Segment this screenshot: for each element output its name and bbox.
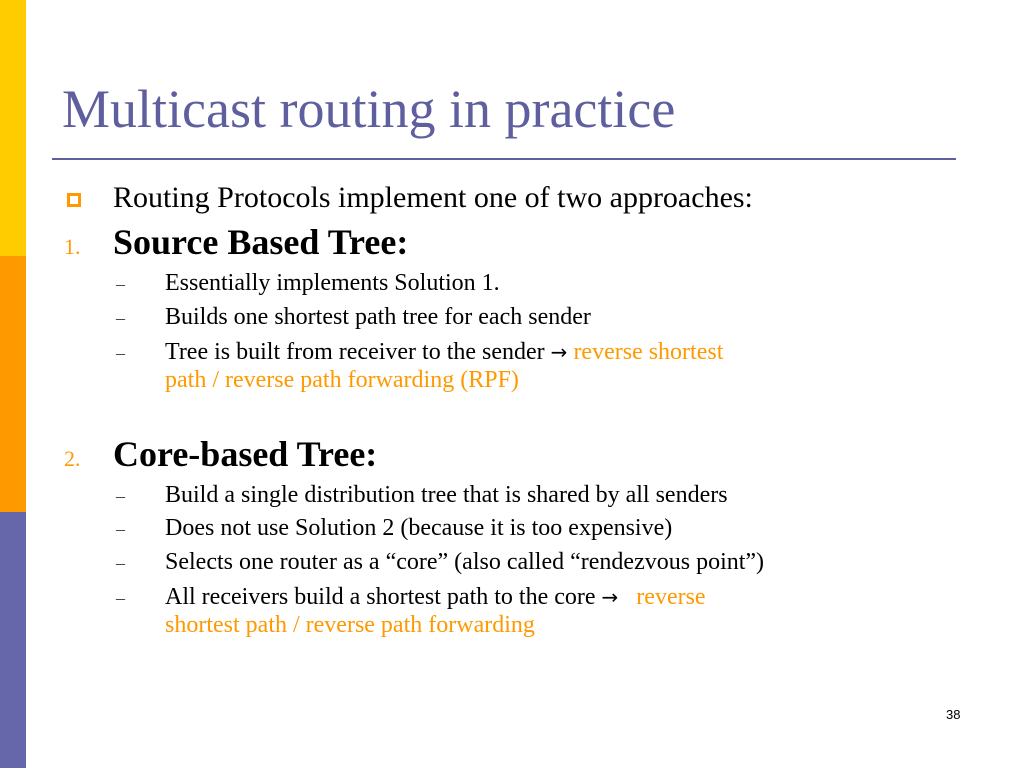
- section-2-item-4-text: All receivers build a shortest path to the core: [165, 584, 596, 610]
- dash-bullet: –: [116, 486, 125, 506]
- dash-bullet: –: [116, 588, 125, 608]
- section-2-item-3: Selects one router as a “core” (also called “rendezvous point”): [165, 549, 765, 575]
- dash-bullet: –: [116, 274, 125, 294]
- sidebar-band-orange: [0, 256, 26, 512]
- decorative-sidebar: [0, 0, 26, 768]
- dash-bullet: –: [116, 519, 125, 539]
- section-1-item-3: [165, 340, 723, 364]
- slide-title: Multicast routing in practice: [62, 79, 676, 139]
- section-2-item-4-highlight-cont: shortest path / reverse path forwarding: [165, 612, 535, 638]
- dash-bullet: –: [116, 553, 125, 573]
- intro-text: Routing Protocols implement one of two approaches:: [113, 181, 753, 214]
- section-1-heading: Source Based Tree:: [113, 222, 409, 262]
- sidebar-band-yellow: [0, 0, 26, 256]
- section-1-item-3-text: Tree is built from receiver to the sender: [165, 339, 545, 365]
- sidebar-band-purple: [0, 512, 26, 768]
- dash-bullet: –: [116, 343, 125, 363]
- section-1-item-3-highlight: reverse shortest: [573, 339, 724, 365]
- right-arrow-icon: →: [550, 340, 568, 364]
- section-2-heading: Core-based Tree:: [113, 434, 378, 474]
- section-2-item-1: Build a single distribution tree that is shared by all senders: [165, 482, 728, 508]
- right-arrow-icon: →: [601, 585, 619, 609]
- section-1-number: 1.: [64, 234, 81, 259]
- page-number: 38: [946, 707, 961, 722]
- section-2-item-2: Does not use Solution 2 (because it is too expensive): [165, 515, 673, 541]
- section-1-item-1: Essentially implements Solution 1.: [165, 270, 500, 296]
- square-bullet-icon: [67, 193, 81, 207]
- title-divider: [52, 158, 956, 160]
- section-2-item-4-highlight: reverse: [636, 584, 706, 610]
- dash-bullet: –: [116, 308, 125, 328]
- section-2-item-4: [165, 585, 706, 609]
- section-1-item-3-highlight-cont: path / reverse path forwarding (RPF): [165, 367, 519, 393]
- section-1-item-2: Builds one shortest path tree for each sender: [165, 304, 591, 330]
- section-2-number: 2.: [64, 446, 81, 471]
